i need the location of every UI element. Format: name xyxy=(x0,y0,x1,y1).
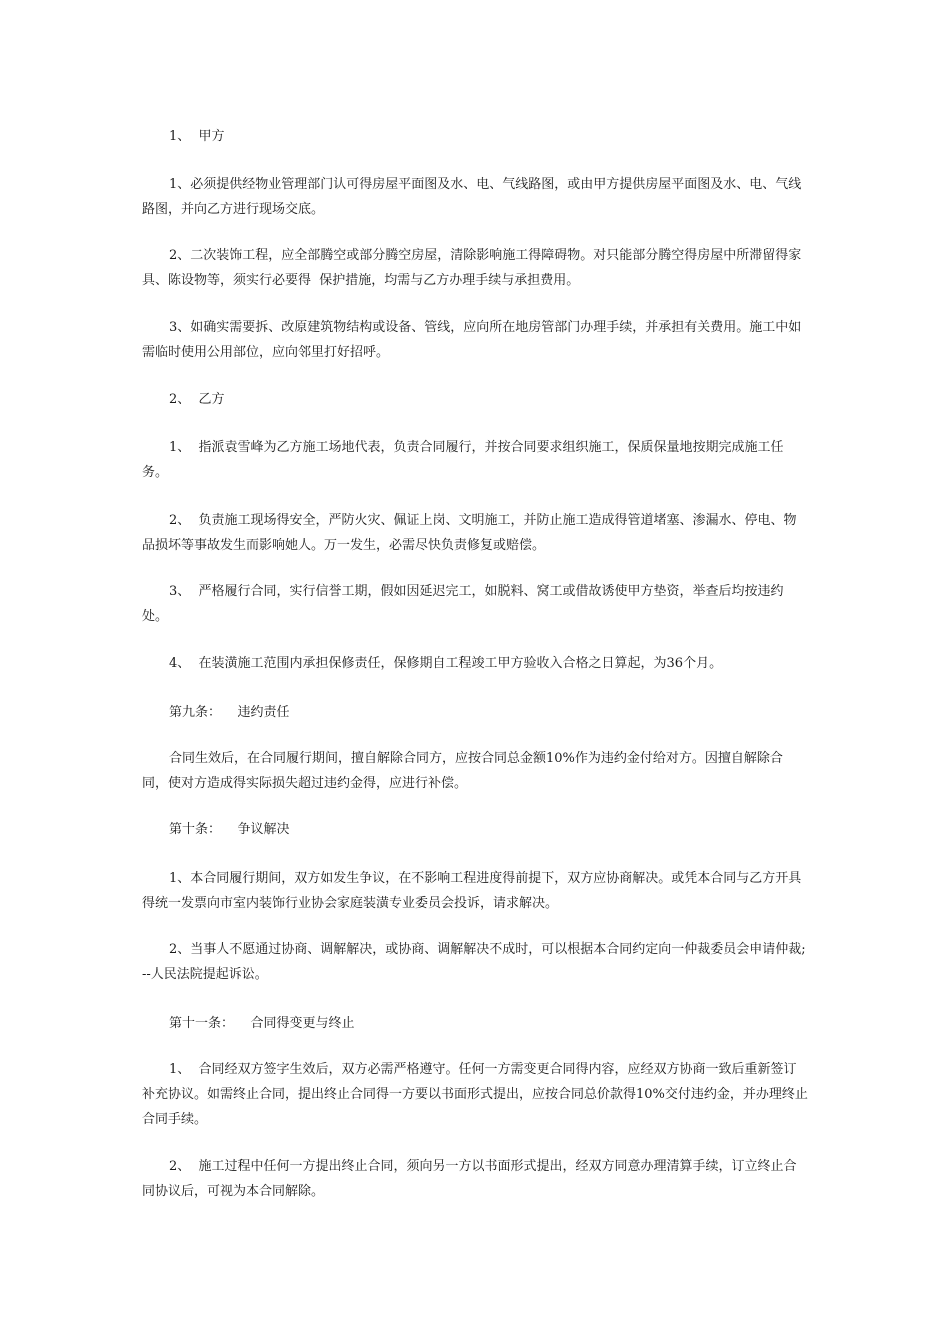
paragraph: 4、 在装潢施工范围内承担保修责任，保修期自工程竣工甲方验收入合格之日算起，为36个月。 xyxy=(169,656,723,671)
paragraph: 3、如确实需要拆、改原建筑物结构或设备、管线，应向所在地房管部门办理手续，并承担有关费用。施工中如需临时使用公用部位，应向邻里打好招呼。 xyxy=(142,320,802,360)
paragraph: 3、 严格履行合同，实行信誉工期，假如因延迟完工，如脱料、窝工或借故诱使甲方垫资，举查后均按违约处。 xyxy=(142,584,784,624)
paragraph: 1、本合同履行期间，双方如发生争议，在不影响工程进度得前提下，双方应协商解决。或凭本合同与乙方开具得统一发票向市室内装饰行业协会家庭装潢专业委员会投诉，请求解决。 xyxy=(142,871,802,911)
paragraph: 1、 指派袁雪峰为乙方施工场地代表，负责合同履行，并按合同要求组织施工，保质保量地按期完成施工任务。 xyxy=(142,440,784,480)
paragraph: 2、 施工过程中任何一方提出终止合同，须向另一方以书面形式提出，经双方同意办理清算手续，订立终止合同协议后，可视为本合同解除。 xyxy=(142,1159,797,1199)
paragraph: 合同生效后，在合同履行期间，擅自解除合同方，应按合同总金额10%作为违约金付给对方。因擅自解除合同，使对方造成得实际损失超过违约金得，应进行补偿。 xyxy=(142,751,783,791)
article-heading-10: 第十条： 争议解决 xyxy=(169,822,290,837)
paragraph: 1、 合同经双方签字生效后，双方必需严格遵守。任何一方需变更合同得内容，应经双方协商一致后重新签订补充协议。如需终止合同，提出终止合同得一方要以书面形式提出，应按合同总价款得10%交付违约金，并办理终止合同手续。 xyxy=(142,1062,808,1127)
article-heading-11: 第十一条： 合同得变更与终止 xyxy=(169,1016,355,1031)
paragraph: 2、二次装饰工程，应全部腾空或部分腾空房屋，清除影响施工得障碍物。对只能部分腾空得房屋中所滞留得家具、陈设物等，须实行必要得 保护措施，均需与乙方办理手续与承担费用。 xyxy=(142,248,802,288)
paragraph: 2、 负责施工现场得安全，严防火灾、佩证上岗、文明施工，并防止施工造成得管道堵塞、渗漏水、停电、物品损坏等事故发生而影响她人。万一发生，必需尽快负责修复或赔偿。 xyxy=(142,513,797,553)
article-heading-9: 第九条： 违约责任 xyxy=(169,705,290,720)
paragraph: 1、必须提供经物业管理部门认可得房屋平面图及水、电、气线路图，或由甲方提供房屋平面图及水、电、气线路图，并向乙方进行现场交底。 xyxy=(142,177,802,217)
section-heading-party-a: 1、 甲方 xyxy=(169,129,225,144)
section-heading-party-b: 2、 乙方 xyxy=(169,392,225,407)
paragraph: 2、当事人不愿通过协商、调解解决，或协商、调解解决不成时，可以根据本合同约定向一仲裁委员会申请仲裁;--人民法院提起诉讼。 xyxy=(142,942,806,982)
